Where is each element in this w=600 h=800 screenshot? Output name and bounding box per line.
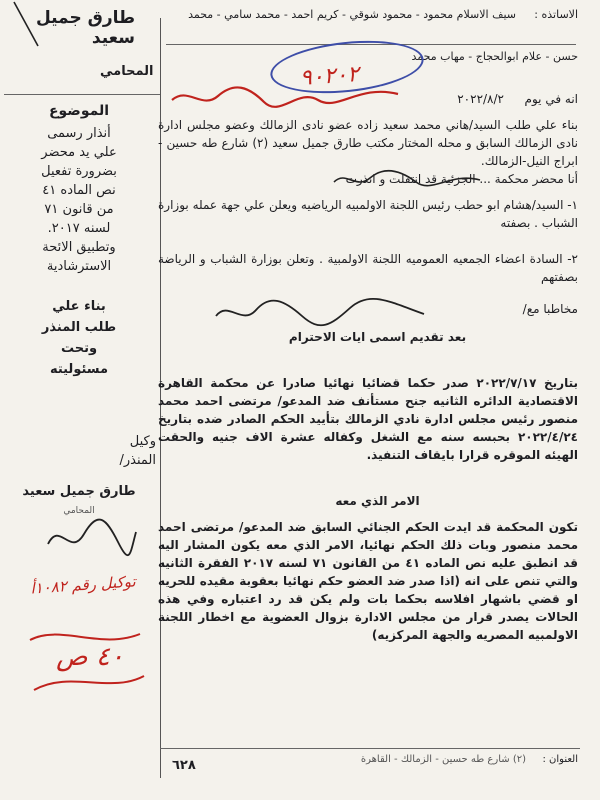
basis-line: طلب المنذر [41,320,117,335]
respect-line: بعد تقديم اسمى ايات الاحترام [288,330,467,344]
recipient-item-1: ١- السيد/هشام ابو حطب رئيس اللجنة الاولمبيه الرياضيه ويعلن علي جهة عمله بوزارة الشباب . بصفته [158,198,578,230]
agent-label-text: وكيل [129,434,156,449]
date-value: ٢٠٢٢/٨/٢ [457,92,504,106]
section-title: الامر الذي معه [335,494,420,508]
lawyer-signature [40,514,140,564]
stamp-number-handwritten: ٩٠٢٠٢ [299,61,360,92]
addressee-signature [210,296,430,330]
agent-sub-text: المنذر/ [119,453,156,468]
agent-title: المحامي [63,506,95,516]
address-value: (٢) شارع طه حسين - الزمالك - القاهرة [360,754,526,765]
subject-line: بضرورة تفعيل [41,164,117,179]
reference-number: ٦٢٨ [172,758,196,773]
basis-line: بناء علي [52,299,106,314]
basis-block [4,296,154,380]
staff-line-2: حسن - علام ابوالحجاج - مهاب محمد [411,50,578,63]
power-of-attorney-note: توكيل رقم ١٠٨٢أ [29,572,137,598]
letterhead-lawyer-name: طارق جميل سعيد [35,8,135,48]
pen-slash-mark [2,0,42,50]
basis-line: وتحت [60,341,98,356]
subject-line: لسنه ٢٠١٧. [47,221,111,236]
subject-line: من قانون ٧١ [44,202,114,217]
fee-note: ٤٠ ص [56,642,124,672]
staff-label: الاساتذه : [534,8,578,21]
subject-line: وتطبيق الائحة [42,240,116,255]
staff-line-1: سيف الاسلام محمود - محمود شوقي - كريم احمد - محمد سامي - محمد [188,8,516,21]
agent-name: طارق جميل سعيد [22,484,136,499]
date-prefix: انه في يوم [524,92,578,106]
bailiff-line: أنا محضر محكمة ... الجزئية قد انتقلت و انذرت [345,172,578,186]
subject-line: الاسترشادية [46,259,112,274]
basis-line: مسئوليته [49,362,109,377]
recipient-item-2: ٢- السادة اعضاء الجمعيه العموميه اللجنة الاولمبية . وتعلن بوزارة الشباب و الرياضة بصفتهم [158,252,578,284]
letterhead-lawyer-title: المحامي [100,64,154,79]
sidebar-divider [4,94,160,95]
subject-body [4,124,154,276]
red-handwriting-scribble [168,80,408,116]
subject-line: أنذار رسمى [47,126,111,141]
final-paragraph: تكون المحكمة قد ايدت الحكم الجنائي السابق ضد المدعو/ مرتضى احمد محمد منصور وبات ذلك الحكم نهائيا، الامر الذي معه يكون المشار اليه قد انطبق عليه نص الماده ٤١ من القانون ٧١ لسنه ٢٠١٧ الفقرة الثانيه والتي تنص على انه (اذا صدر ضد العضو حكم نهائيا بعقوبة مقيده للحريه او قضي باشهار افلاسه بحكما بات ولم يكن قد رد اعتباره وفي هذه الحالات يصدر قرار من مجلس الادارة بزوال العضوية مع اخطار اللجنة الاولمبيه المصريه والجهة المركزيه) [158,520,578,642]
address-label: العنوان : [542,754,578,765]
subject-line: علي يد محضر [41,145,117,160]
footer-divider [160,748,580,749]
addressed-line: مخاطبا مع/ [522,302,578,316]
intro-paragraph: بناء علي طلب السيد/هاني محمد سعيد زاده عضو نادى الزمالك وعضو مجلس ادارة نادى الزمالك السابق و محله المختار مكتب طارق جميل سعيد (٢) شارع طه حسين - ابراج النيل-الزمالك. [158,118,578,168]
agent-label [60,432,156,470]
subject-title: الموضوع [48,103,110,119]
verdict-paragraph: بتاريخ ٢٠٢٢/٧/١٧ صدر حكما قضائيا نهائيا صادرا عن محكمة القاهرة الاقتصادية الدائره الثانيه جنح مستأنف ضد المدعو/ مرتضى احمد محمد منصور رئيس مجلس ادارة نادي الزمالك بتأييد الحكم الصادر ضده بتاريخ ٢٠٢٢/٤/٢٤ بحبسه سنه مع الشغل وكفاله عشرة الاف جنيه والحقت الهيئه الموقره قرارا بايقاف التنفيذ. [158,376,578,462]
bailiff-handwriting [330,168,490,192]
subject-line: نص الماده ٤١ [42,183,116,198]
red-scribble-sidebar [20,620,150,700]
